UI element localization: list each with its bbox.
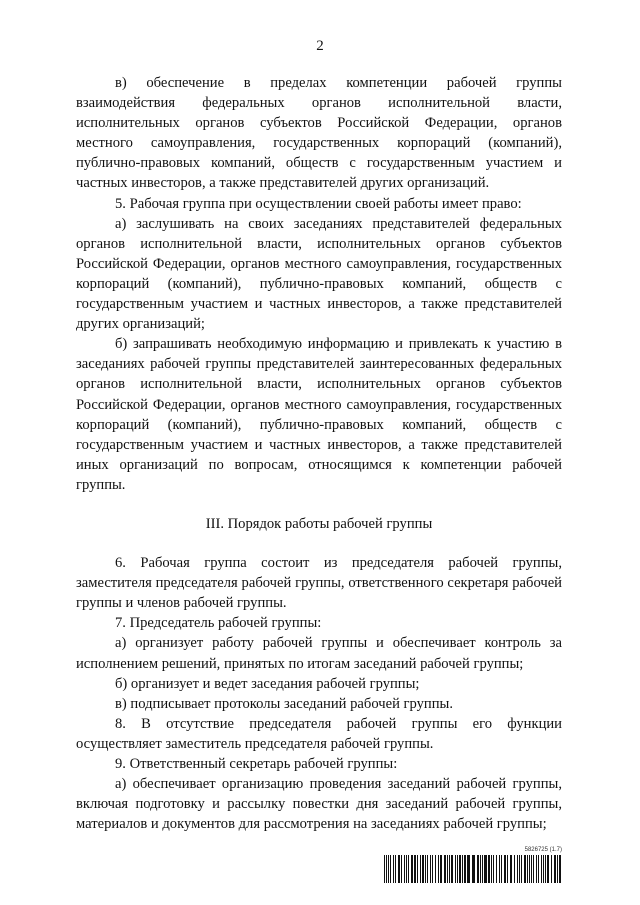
barcode-bar — [435, 855, 436, 883]
barcode-bar — [482, 855, 483, 883]
barcode-bar — [455, 855, 456, 883]
barcode-bar — [541, 855, 542, 883]
document-body — [76, 73, 562, 834]
barcode-bar — [451, 855, 453, 883]
barcode-bar — [538, 855, 539, 883]
barcode-bar — [496, 855, 497, 883]
barcode-bar — [491, 855, 492, 883]
section-heading: III. Порядок работы рабочей группы — [205, 515, 433, 532]
barcode-bar — [406, 855, 407, 883]
barcode-bar — [459, 855, 461, 883]
barcode-bar — [554, 855, 556, 883]
barcode-bar — [557, 855, 558, 883]
paragraph-5a: а) заслушивать на своих заседаниях представителей федеральных органов исполнительной власти, исполнительных органов субъектов Российской Федерации, органов местного самоуправления, государственных корпораций (компаний), публично-правовых компаний, обществ с государственным участием и частных инвесторов, а также представителей других организаций; — [76, 215, 562, 333]
barcode-bar — [545, 855, 546, 883]
barcode-label: 5826725 (1.7) — [524, 847, 562, 853]
barcode-bar — [536, 855, 537, 883]
barcode-bar — [444, 855, 446, 883]
barcode-bar — [529, 855, 530, 883]
barcode-bar — [524, 855, 526, 883]
barcode-bar — [457, 855, 458, 883]
paragraph-5: 5. Рабочая группа при осуществлении своей работы имеет право: — [115, 195, 522, 212]
barcode-bar — [464, 855, 466, 883]
barcode-bar — [449, 855, 450, 883]
barcode-bar — [527, 855, 528, 883]
paragraph-5b: б) запрашивать необходимую информацию и привлекать к участию в заседаниях рабочей группы представителей заинтересованных федеральных органов исполнительной власти, исполнительных органов субъектов Российской Федерации, органов местного самоуправления, государственных корпораций (компаний), публично-правовых компаний, обществ с государственным участием и частных инвесторов, а также представителей иных организаций по вопросам, относящимся к компетенции рабочей группы. — [76, 336, 562, 493]
barcode-bar — [395, 855, 396, 883]
barcode-bar — [493, 855, 494, 883]
paragraph-7a: а) организует работу рабочей группы и обеспечивает контроль за исполнением решений, принятых по итогам заседаний рабочей группы; — [76, 635, 562, 672]
barcode-bar — [447, 855, 448, 883]
paragraph-7v: в) подписывает протоколы заседаний рабочей группы. — [115, 695, 453, 712]
paragraph-7b: б) организует и ведет заседания рабочей группы; — [115, 675, 420, 692]
barcode-bar — [420, 855, 421, 883]
paragraph-8: 8. В отсутствие председателя рабочей группы его функции осуществляет заместитель председателя рабочей группы. — [76, 715, 562, 752]
barcode-bar — [417, 855, 418, 883]
barcode-bar — [462, 855, 463, 883]
barcode-bar — [504, 855, 506, 883]
barcode-bar — [499, 855, 500, 883]
barcode-bar — [425, 855, 426, 883]
barcode-bar — [531, 855, 532, 883]
barcode-bar — [438, 855, 439, 883]
barcode-bar — [480, 855, 481, 883]
paragraph-7: 7. Председатель рабочей группы: — [115, 615, 322, 632]
barcode-bar — [559, 855, 561, 883]
barcode-bar — [477, 855, 479, 883]
barcode-icon — [384, 855, 562, 883]
barcode-bar — [393, 855, 394, 883]
barcode-bar — [440, 855, 442, 883]
barcode-bar — [547, 855, 549, 883]
barcode-bar — [533, 855, 534, 883]
barcode-bar — [384, 855, 385, 883]
barcode-bar — [510, 855, 512, 883]
barcode-bar — [514, 855, 515, 883]
barcode-bar — [411, 855, 413, 883]
paragraph-6: 6. Рабочая группа состоит из председателя рабочей группы, заместителя председателя рабочей группы, ответственного секретаря рабочей группы и членов рабочей группы. — [76, 555, 562, 612]
barcode-bar — [390, 855, 391, 883]
barcode-bar — [519, 855, 520, 883]
barcode-bar — [472, 855, 475, 883]
barcode-bar — [521, 855, 522, 883]
paragraph-4v: в) обеспечение в пределах компетенции рабочей группы взаимодействия федеральных органов исполнительной власти, исполнительных органов субъектов Российской Федерации, органов местного самоуправления, государственных корпораций (компаний), публично-правовых компаний, обществ с государственным участием и частных инвесторов, а также представителей других организаций. — [76, 75, 562, 192]
barcode-bar — [517, 855, 518, 883]
barcode-bar — [422, 855, 424, 883]
barcode-bar — [386, 855, 387, 883]
barcode-bar — [551, 855, 552, 883]
barcode-bar — [398, 855, 400, 883]
barcode-bar — [427, 855, 428, 883]
barcode-bar — [507, 855, 508, 883]
barcode-bar — [414, 855, 416, 883]
barcode-bar — [430, 855, 431, 883]
barcode-bar — [404, 855, 405, 883]
barcode-bar — [484, 855, 487, 883]
barcode-bar — [408, 855, 409, 883]
page-number: 2 — [316, 38, 324, 54]
barcode-bar — [488, 855, 490, 883]
barcode-bar — [501, 855, 502, 883]
barcode-bar — [401, 855, 402, 883]
document-barcode — [384, 847, 562, 883]
paragraph-9: 9. Ответственный секретарь рабочей группы: — [115, 756, 398, 772]
barcode-bar — [388, 855, 389, 883]
barcode-bar — [543, 855, 544, 883]
barcode-bar — [432, 855, 433, 883]
barcode-bar — [467, 855, 470, 883]
paragraph-9a: а) обеспечивает организацию проведения заседаний рабочей группы, включая подготовку и рассылку повестки дня заседаний рабочей группы, материалов и документов для рассмотрения на заседаниях рабочей группы; — [76, 776, 562, 833]
